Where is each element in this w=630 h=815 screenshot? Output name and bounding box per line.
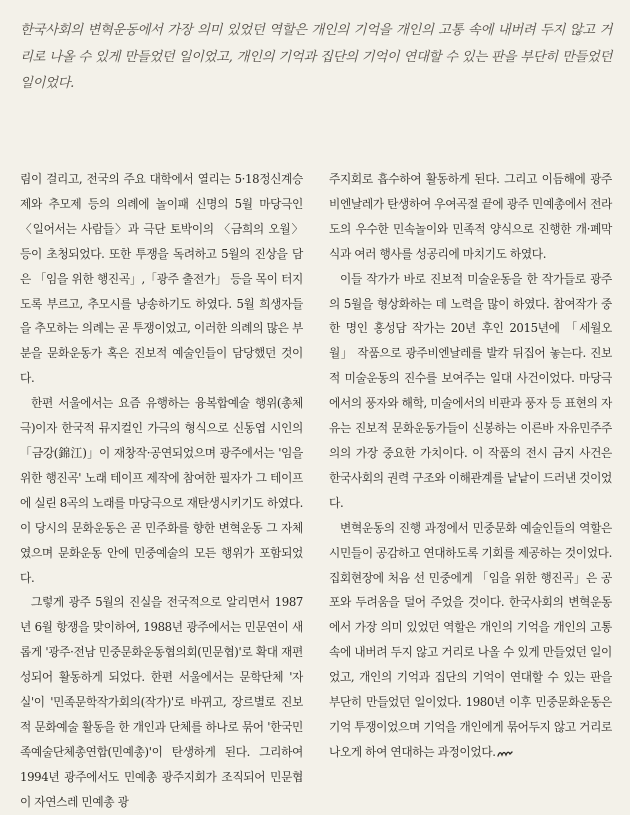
paragraph: 림이 걸리고, 전국의 주요 대학에서 열리는 5·18정신계승제와 추모제 등의 의례에 놀이패 신명의 5월 마당극인 〈일어서는 사람들〉과 극단 토박이의 〈금희의 오월〉 등이 초청되었다. 또한 투쟁을 독려하고 5월의 진상을 담은 「임을 위한 행진곡」,「광주 출전가」 등을 목이 터지도록 부르고, 추모시를 낭송하기도 하였다. 5월 희생자들을 추모하는 의례는 곧 투쟁이었고, 이러한 의례의 많은 부분을 문화운동가 혹은 진보적 예술인들이 담당했던 것이다. bbox=[20, 172, 303, 386]
paragraph-last bbox=[329, 516, 612, 765]
paragraph: 주지회로 흡수하여 활동하게 된다. 그리고 이듬해에 광주비엔날레가 탄생하여 우여곡절 끝에 광주 민예총에서 전라도의 우수한 민속놀이와 민족적 양식으로 진행한 개·폐막식과 여러 행사를 성공리에 마치기도 하였다. bbox=[329, 172, 612, 261]
paragraph: 이들 작가가 바로 진보적 미술운동을 한 작가들로 광주의 5월을 형상화하는 데 노력을 많이 하였다. 참여작가 중 한 명인 홍성담 작가는 20년 후인 2015년에 「세월오월」 작품으로 광주비엔날레를 발칵 뒤집어 놓는다. 진보적 미술운동의 진수를 보여주는 일대 사건이었다. 마당극에서의 풍자와 해학, 미술에서의 비판과 풍자 등 표현의 자유는 진보적 문화운동가들이 신봉하는 이른바 자유민주주의의 가장 중요한 가치이다. 이 작품의 전시 금지 사건은 한국사회의 권력 구조와 이해관계를 낱낱이 드러낸 것이었다. bbox=[329, 271, 612, 510]
paragraph: 그렇게 광주 5월의 진실을 전국적으로 알리면서 1987년 6월 항쟁을 맞이하여, 1988년 광주에서는 민문연이 새롭게 '광주·전남 민중문화운동협의회(민문협)'로 확대 재편성되어 활동하게 되었다. 한편 서울에서는 문학단체 '자실'이 '민족문학작가회의(작가)'로 바뀌고, 장르별로 진보적 문화예술 활동을 한 개인과 단체를 하나로 묶어 '한국민족예술단체총연합(민예총)'이 탄생하게 된다. 그리하여 1994년 광주에서도 민예총 광주지회가 조직되어 민문협이 자연스레 민예총 광 bbox=[20, 595, 303, 809]
paragraph: 한편 서울에서는 요즘 유행하는 융복합예술 행위(총체극)이자 한국적 뮤지컬인 가극의 형식으로 신동엽 시인의 「금강(錦江)」이 재창작·공연되었으며 광주에서는 '임을 위한 행진곡' 노래 테이프 제작에 참여한 필자가 그 테이프에 실린 8곡의 노래를 마당극으로 재탄생시키기도 하였다. 이 당시의 문화운동은 곧 민주화를 향한 변혁운동 그 자체였으며 문화운동 안에 민중예술의 모든 행위가 포함되었다. bbox=[20, 396, 303, 585]
pull-quote: 한국사회의 변혁운동에서 가장 의미 있었던 역할은 개인의 기억을 개인의 고통 속에 내버려 두지 않고 거리로 나올 수 있게 만들었던 일이었고, 개인의 기억과 집단의 기억이 연대할 수 있는 판을 부단히 만들었던 일이었다. bbox=[20, 23, 612, 91]
left-column bbox=[20, 167, 303, 809]
signature-end-mark-icon bbox=[497, 748, 513, 758]
article-body bbox=[20, 167, 612, 809]
right-column bbox=[329, 167, 612, 767]
paragraph-text: 변혁운동의 진행 과정에서 민중문화 예술인들의 역할은 시민들이 공감하고 연대하도록 기회를 제공하는 것이었다. 집회현장에 처음 선 민중에게 「임을 위한 행진곡」은 공포와 두려움을 덜어 주었을 것이다. 한국사회의 변혁운동에서 가장 의미 있었던 역할은 개인의 기억을 개인의 고통 속에 내버려 두지 않고 거리로 나올 수 있게 만들었던 일이었고, 개인의 기억과 집단의 기억이 연대할 수 있는 판을 부단히 만들었던 일이었다. 1980년 이후 민중문화운동은 기억 투쟁이었으며 기억을 개인에게 묶어두지 않고 거리로 나오게 하여 연대하는 과정이었다. bbox=[329, 520, 612, 759]
